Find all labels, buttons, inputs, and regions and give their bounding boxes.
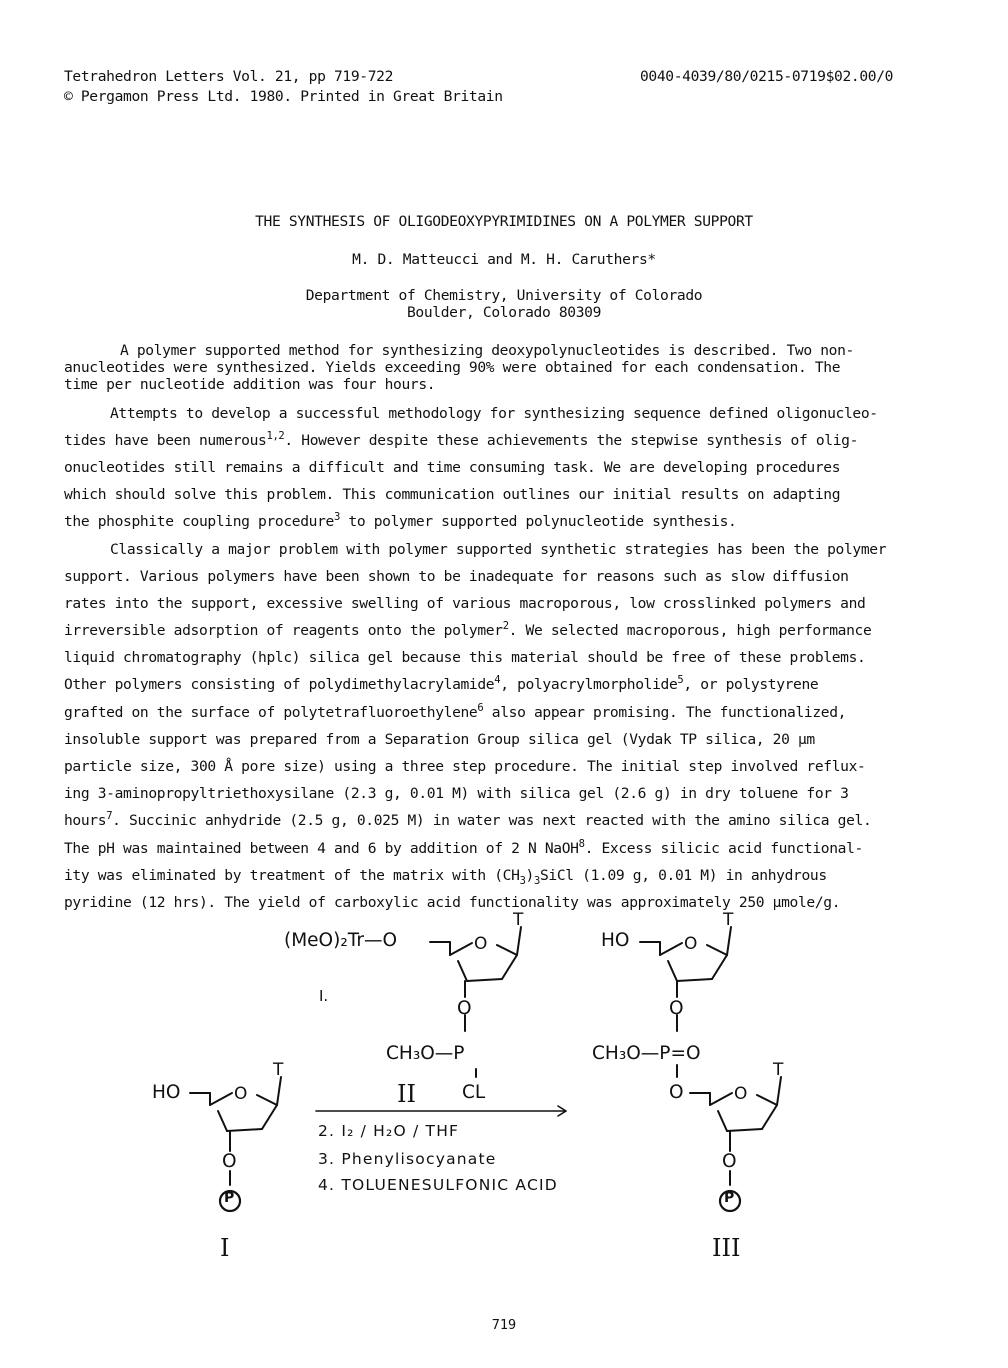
body-line: pyridine (12 hrs). The yield of carboxylic acid functionality was approximately 250 µmole/g.	[64, 894, 841, 911]
body-line: Other polymers consisting of polydimethylacrylamide$^4$, polyacrylmorpholide$^5$, or polystyrene	[64, 674, 819, 693]
oxygen-label: O	[722, 1151, 737, 1172]
citation-ref: 4	[494, 674, 501, 687]
body-line: the phosphite coupling procedure$^3$ to polymer supported polynucleotide synthesis.	[64, 511, 737, 530]
polymer-support-icon: P	[724, 1190, 735, 1206]
page-number: 719	[491, 1317, 517, 1333]
reaction-scheme	[0, 910, 1008, 1275]
citation-ref: 1,2	[266, 430, 285, 443]
oxygen-label: O	[669, 1082, 684, 1103]
body-line: Classically a major problem with polymer supported synthetic strategies has been the polymer	[110, 541, 887, 558]
body-line: Attempts to develop a successful methodology for synthesizing sequence defined oligonucleo-	[110, 405, 878, 422]
reagent-step-4: 4. TOLUENESULFONIC ACID	[318, 1176, 558, 1194]
body-line: hours$^7$. Succinic anhydride (2.5 g, 0.025 M) in water was next reacted with the amino silica gel.	[64, 810, 872, 829]
hydroxyl-label: HO	[152, 1082, 181, 1103]
ring-oxygen-label: O	[684, 934, 698, 954]
body-line: onucleotides still remains a difficult and time consuming task. We are developing procedures	[64, 459, 841, 476]
ring-oxygen-label: O	[734, 1084, 748, 1104]
body-line: liquid chromatography (hplc) silica gel because this material should be free of these problems.	[64, 649, 866, 666]
abstract-line: anucleotides were synthesized. Yields exceeding 90% were obtained for each condensation. The	[64, 359, 841, 376]
compound-ii-label: II	[397, 1080, 416, 1108]
body-line: support. Various polymers have been shown to be inadequate for reasons such as slow diffusion	[64, 568, 849, 585]
affiliation-line1: Department of Chemistry, University of Colorado	[305, 287, 703, 304]
oxygen-label: O	[457, 998, 472, 1019]
oxygen-label: O	[222, 1151, 237, 1172]
oxygen-label: O	[669, 998, 684, 1019]
body-line: tides have been numerous$^{1,2}$. However despite these achievements the stepwise synthesis of olig-	[64, 430, 859, 449]
methoxy-phosphorus-label: CH₃O—P	[386, 1043, 465, 1064]
reagent-step-2: 2. I₂ / H₂O / THF	[318, 1122, 460, 1140]
body-line: particle size, 300 Å pore size) using a three step procedure. The initial step involved reflux-	[64, 758, 866, 775]
reagent-step-3: 3. Phenylisocyanate	[318, 1150, 497, 1168]
thymine-base-label: T	[273, 1060, 284, 1080]
body-line: ity was eliminated by treatment of the matrix with $(CH_3)_3SiCl$ (1.09 g, 0.01 M) in anhydrous	[64, 867, 827, 887]
article-title: THE SYNTHESIS OF OLIGODEOXYPYRIMIDINES ON A POLYMER SUPPORT	[255, 213, 753, 230]
body-line: which should solve this problem. This communication outlines our initial results on adapting	[64, 486, 841, 503]
citation-ref: 5	[677, 674, 684, 687]
thymine-base-label: T	[723, 910, 734, 930]
body-line: insoluble support was prepared from a Separation Group silica gel (Vydak TP silica, 20 µm	[64, 731, 815, 748]
compound-iii-label: III	[712, 1234, 741, 1262]
trityl-group-label: (MeO)₂Tr—O	[284, 930, 398, 951]
chlorine-label: CL	[462, 1082, 486, 1103]
citation-ref: 6	[477, 702, 484, 715]
journal-citation: Tetrahedron Letters Vol. 21, pp 719-722	[64, 68, 394, 85]
citation-ref: 2	[502, 620, 509, 633]
citation-ref: 7	[106, 810, 113, 823]
scheme-step-1-label: I.	[319, 987, 329, 1005]
authors: M. D. Matteucci and M. H. Caruthers*	[352, 251, 656, 268]
thymine-base-label: T	[513, 910, 524, 930]
ring-oxygen-label: O	[474, 934, 488, 954]
copyright-line: © Pergamon Press Ltd. 1980. Printed in Great Britain	[64, 88, 503, 105]
affiliation-line2: Boulder, Colorado 80309	[406, 304, 602, 321]
article-code: 0040-4039/80/0215-0719$02.00/0	[640, 68, 894, 85]
body-line: ing 3-aminopropyltriethoxysilane (2.3 g, 0.01 M) with silica gel (2.6 g) in dry toluene for 3	[64, 785, 849, 802]
abstract-line: time per nucleotide addition was four hours.	[64, 376, 436, 393]
citation-ref: 3	[333, 511, 340, 524]
ring-oxygen-label: O	[234, 1084, 248, 1104]
thymine-base-label: T	[773, 1060, 784, 1080]
phosphate-label: CH₃O—P=O	[592, 1043, 701, 1064]
body-line: grafted on the surface of polytetrafluoroethylene$^6$ also appear promising. The functionalized,	[64, 702, 847, 721]
body-line: irreversible adsorption of reagents onto the polymer$^2$. We selected macroporous, high performance	[64, 620, 872, 639]
compound-i-label: I	[220, 1234, 230, 1262]
body-line: rates into the support, excessive swelling of various macroporous, low crosslinked polymers and	[64, 595, 866, 612]
citation-ref: 8	[578, 838, 585, 851]
hydroxyl-label: HO	[601, 930, 630, 951]
abstract-line: A polymer supported method for synthesizing deoxypolynucleotides is described. Two non-	[120, 342, 854, 359]
polymer-support-icon: P	[224, 1190, 235, 1206]
body-line: The pH was maintained between 4 and 6 by addition of 2 N NaOH$^8$. Excess silicic acid functional-	[64, 838, 863, 857]
